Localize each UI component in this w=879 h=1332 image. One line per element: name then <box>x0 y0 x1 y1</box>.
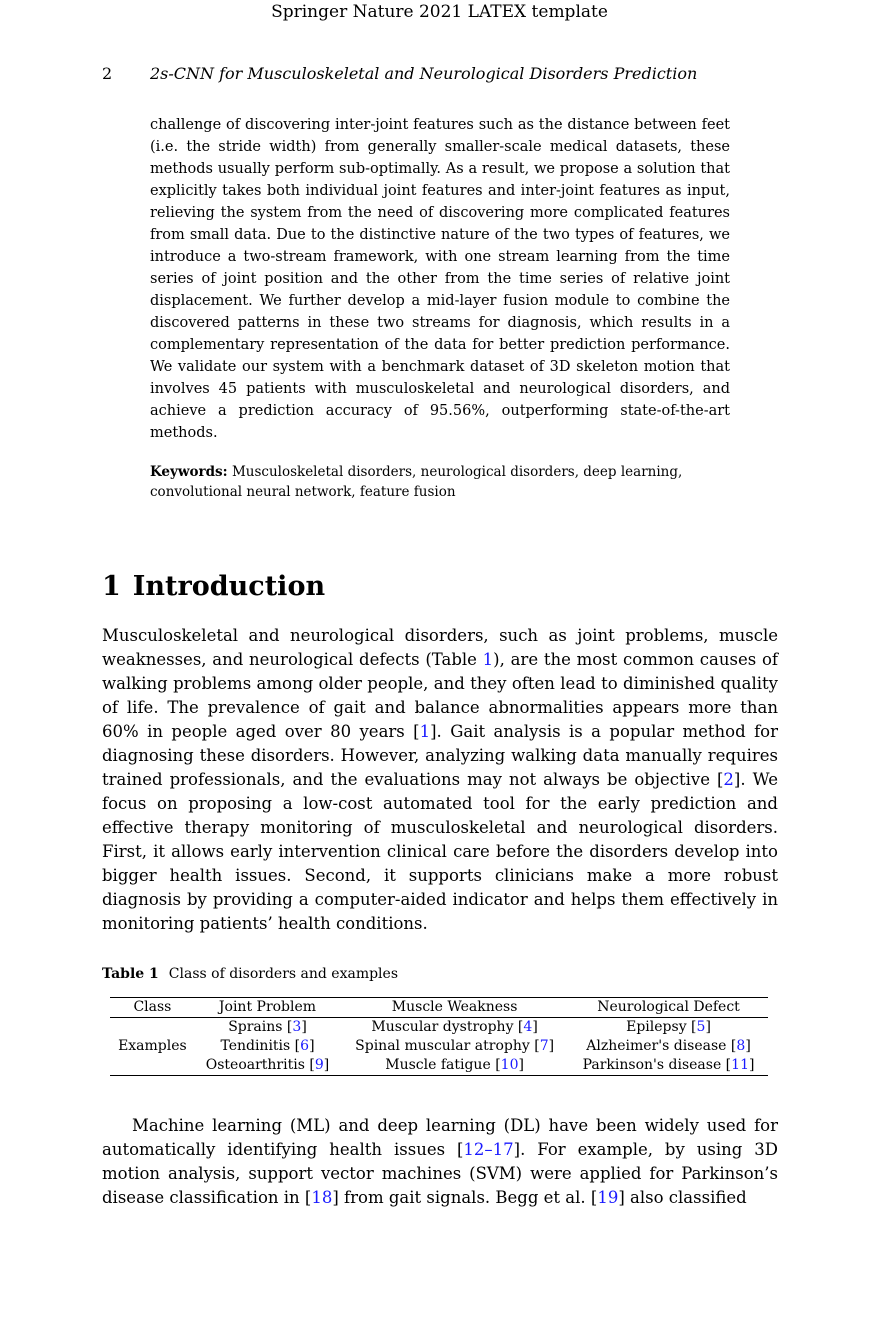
table-header-cell: Class <box>133 999 172 1015</box>
table-cell <box>110 1018 195 1038</box>
cell-text: Parkinson's disease <box>582 1057 722 1073</box>
table-header-cell: Joint Problem <box>218 999 317 1015</box>
citation-link[interactable]: 12–17 <box>463 1140 514 1159</box>
cell-text: Tendinitis <box>220 1038 291 1054</box>
keywords-text: Musculoskeletal disorders, neurological disorders, deep learning, convolutional neural network, feature fusion <box>150 464 683 500</box>
table-caption-text: Class of disorders and examples <box>168 966 399 982</box>
citation-link[interactable]: 3 <box>292 1019 302 1035</box>
table-cell: Muscle fatigue [10] <box>385 1057 524 1073</box>
table-row <box>110 1037 768 1056</box>
cell-text: Osteoarthritis <box>205 1057 305 1073</box>
table-header-cell: Neurological Defect <box>597 999 740 1015</box>
template-title: Springer Nature 2021 LATEX template <box>271 2 608 22</box>
row-label-cell: Examples <box>118 1038 187 1054</box>
cell-text: Muscular dystrophy <box>371 1019 514 1035</box>
section-number: 1 <box>102 571 121 602</box>
cell-text: Muscle fatigue <box>385 1057 491 1073</box>
intro-text: ]. We focus on proposing a low-cost automated tool for the early prediction and effective therapy monitoring of musculoskeletal and neurological disorders. First, it allows early intervention clinical care before the disorders develop into bigger health issues. Second, it supports clinicians make a more robust diagnosis by providing a computer-aided indicator and helps them effectively in monitoring patients’ health conditions. <box>102 770 778 933</box>
citation-link[interactable]: 2 <box>723 770 734 789</box>
citation-link[interactable]: 6 <box>300 1038 310 1054</box>
intro-text: Musculoskeletal and neurological disorders, such as joint problems, muscle weaknesses, and neurological defects (Table <box>102 626 778 669</box>
cell-text: Spinal muscular atrophy <box>355 1038 530 1054</box>
citation-link[interactable]: 8 <box>736 1038 746 1054</box>
keywords-label: Keywords: <box>150 464 228 480</box>
table-row <box>110 1018 768 1038</box>
citation-link[interactable]: 7 <box>539 1038 549 1054</box>
table-cell <box>110 1056 195 1076</box>
citation-link[interactable]: 18 <box>311 1188 333 1207</box>
table-cell: Tendinitis [6] <box>220 1038 315 1054</box>
intro-paragraph <box>102 624 778 936</box>
citation-link[interactable]: 4 <box>523 1019 533 1035</box>
table-header-row <box>110 998 768 1018</box>
page-number: 2 <box>102 64 113 83</box>
cell-text: Epilepsy <box>626 1019 687 1035</box>
body-text: Machine learning (ML) and deep learning (DL) have been widely used for automatically identifying health issues [ <box>102 1116 778 1159</box>
section-heading <box>102 571 325 602</box>
table-caption <box>102 966 398 982</box>
disorders-table <box>110 997 768 1076</box>
table-cell: Alzheimer's disease [8] <box>586 1038 751 1054</box>
table-cell: Osteoarthritis [9] <box>205 1057 330 1073</box>
citation-link[interactable]: 19 <box>597 1188 619 1207</box>
section-title: Introduction <box>132 571 326 602</box>
body-paragraph <box>102 1114 778 1210</box>
citation-link[interactable]: 5 <box>696 1019 706 1035</box>
body-text: ] from gait signals. Begg et al. [ <box>332 1188 598 1207</box>
cell-text: Sprains <box>228 1019 283 1035</box>
table-label: Table 1 <box>102 966 159 982</box>
keywords <box>150 462 730 502</box>
citation-link[interactable]: 1 <box>419 722 431 741</box>
intro-text: ), are the most common causes of walking problems among older people, and they often lead to diminished quality of life. The prevalence of gait and balance abnormalities appears more than 60% in people aged over 80 years [ <box>102 650 778 741</box>
running-title: 2s-CNN for Musculoskeletal and Neurological Disorders Prediction <box>150 64 698 83</box>
body-text: ] also classified <box>618 1188 747 1207</box>
table-row <box>110 1056 768 1076</box>
body-text: ]. For example, by using 3D motion analysis, support vector machines (SVM) were applied for Parkinson’s disease classification in [ <box>102 1140 778 1207</box>
table-cell: Spinal muscular atrophy [7] <box>355 1038 555 1054</box>
citation-link[interactable]: 9 <box>314 1057 324 1073</box>
intro-text: ]. Gait analysis is a popular method for diagnosing these disorders. However, analyzing walking data manually requires trained professionals, and the evaluations may not always be objective [ <box>102 722 778 789</box>
table-cell: Sprains [3] <box>228 1019 307 1035</box>
table-cell: Parkinson's disease [11] <box>582 1057 755 1073</box>
citation-link[interactable]: 11 <box>731 1057 749 1073</box>
cell-text: Alzheimer's disease <box>586 1038 727 1054</box>
table-cell: Muscular dystrophy [4] <box>371 1019 538 1035</box>
table-cell: Epilepsy [5] <box>626 1019 711 1035</box>
citation-link[interactable]: 10 <box>500 1057 519 1073</box>
table-header-cell: Muscle Weakness <box>391 999 518 1015</box>
abstract-text: challenge of discovering inter-joint features such as the distance between feet (i.e. the stride width) from generally smaller-scale medical datasets, these methods usually perform sub-optimally. As a result, we propose a solution that explicitly takes both individual joint features and inter-joint features as input, relieving the system from the need of discovering more complicated features from small data. Due to the distinctive nature of the two types of features, we introduce a two-stream framework, with one stream learning from the time series of joint position and the other from the time series of relative joint displacement. We further develop a mid-layer fusion module to combine the discovered patterns in these two streams for diagnosis, which results in a complementary representation of the data for better prediction performance. We validate our system with a benchmark dataset of 3D skeleton motion that involves 45 patients with musculoskeletal and neurological disorders, and achieve a prediction accuracy of 95.56%, outperforming state-of-the-art methods. <box>150 117 730 441</box>
table-ref-link[interactable]: 1 <box>482 650 494 669</box>
